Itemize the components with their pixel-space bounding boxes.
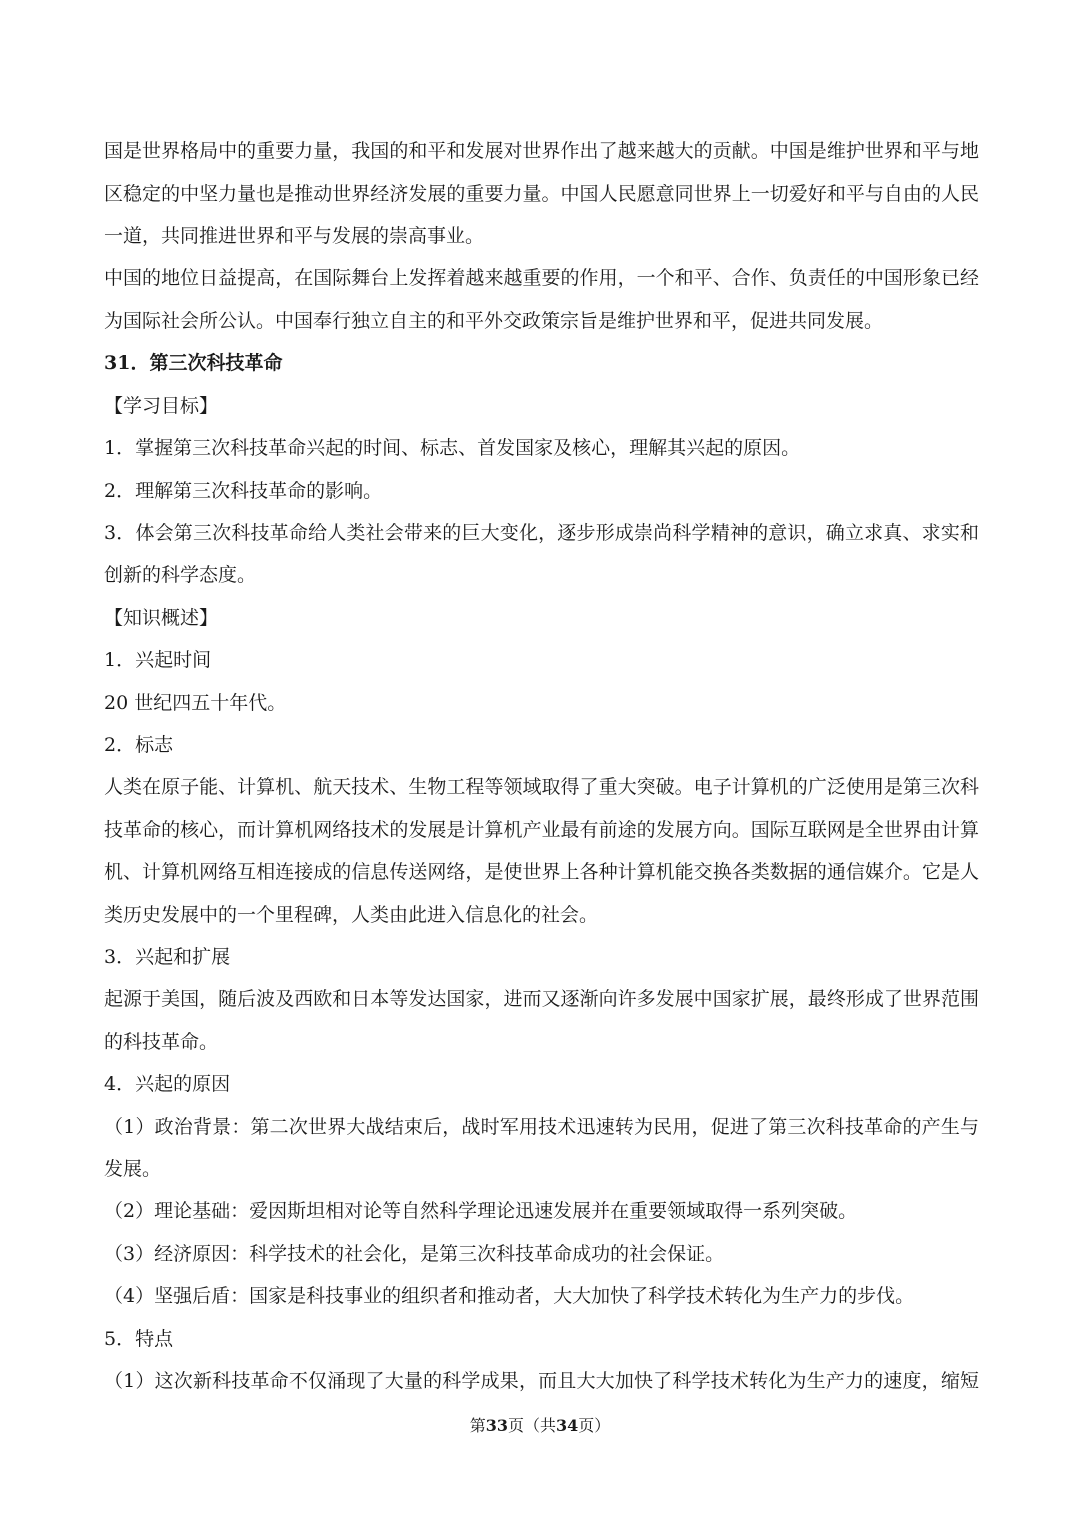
paragraph-line: （4）坚强后盾：国家是科技事业的组织者和推动者，大大加快了科学技术转化为生产力的步伐。	[104, 1285, 915, 1307]
item-heading: 2．标志	[104, 734, 174, 756]
paragraph-line: 中国的地位日益提高，在国际舞台上发挥着越来越重要的作用，一个和平、合作、负责任的中国形象已经	[104, 267, 979, 289]
paragraph-line: （1）政治背景：第二次世界大战结束后，战时军用技术迅速转为民用，促进了第三次科技革命的产生与	[104, 1116, 979, 1138]
list-item: 3．体会第三次科技革命给人类社会带来的巨大变化，逐步形成崇尚科学精神的意识，确立求真、求实和	[104, 522, 979, 544]
paragraph-line: 机、计算机网络互相连接成的信息传送网络，是使世界上各种计算机能交换各类数据的通信媒介。它是人	[104, 861, 979, 883]
paragraph-line: 为国际社会所公认。中国奉行独立自主的和平外交政策宗旨是维护世界和平，促进共同发展。	[104, 310, 884, 332]
paragraph-line: （1）这次新科技革命不仅涌现了大量的科学成果，而且大大加快了科学技术转化为生产力的速度，缩短	[104, 1370, 979, 1392]
paragraph-line: 发展。	[104, 1158, 162, 1180]
paragraph-line: 区稳定的中坚力量也是推动世界经济发展的重要力量。中国人民愿意同世界上一切爱好和平与自由的人民	[104, 183, 979, 205]
item-heading: 4．兴起的原因	[104, 1073, 231, 1095]
list-item: 1．掌握第三次科技革命兴起的时间、标志、首发国家及核心，理解其兴起的原因。	[104, 437, 801, 459]
footer-prefix: 第	[469, 1416, 486, 1435]
paragraph-line: 一道，共同推进世界和平与发展的崇高事业。	[104, 225, 485, 247]
paragraph-line: 起源于美国，随后波及西欧和日本等发达国家，进而又逐渐向许多发展中国家扩展，最终形成了世界范围	[104, 988, 979, 1010]
item-heading: 3．兴起和扩展	[104, 946, 231, 968]
paragraph-line: 20 世纪四五十年代。	[104, 692, 287, 714]
subsection-heading: 【知识概述】	[104, 607, 219, 629]
paragraph-line: 人类在原子能、计算机、航天技术、生物工程等领域取得了重大突破。电子计算机的广泛使用是第三次科	[104, 776, 979, 798]
paragraph-line: （3）经济原因：科学技术的社会化，是第三次科技革命成功的社会保证。	[104, 1243, 725, 1265]
paragraph-line: 的科技革命。	[104, 1031, 219, 1053]
paragraph-line: （2）理论基础：爱因斯坦相对论等自然科学理论迅速发展并在重要领域取得一系列突破。	[104, 1200, 858, 1222]
footer-suffix: 页）	[578, 1416, 611, 1435]
item-heading: 5．特点	[104, 1328, 174, 1350]
paragraph-line: 技革命的核心，而计算机网络技术的发展是计算机产业最有前途的发展方向。国际互联网是全世界由计算	[104, 819, 979, 841]
item-heading: 1．兴起时间	[104, 649, 212, 671]
current-page-number: 33	[485, 1416, 508, 1435]
subsection-heading: 【学习目标】	[104, 395, 219, 417]
list-item: 2．理解第三次科技革命的影响。	[104, 480, 383, 502]
footer-middle: 页（共	[507, 1416, 556, 1435]
page-footer	[0, 1416, 1080, 1436]
list-item-continued: 创新的科学态度。	[104, 564, 257, 586]
section-heading: 31．第三次科技革命	[104, 352, 283, 374]
paragraph-line: 类历史发展中的一个里程碑，人类由此进入信息化的社会。	[104, 904, 599, 926]
total-page-count: 34	[556, 1416, 579, 1435]
paragraph-line: 国是世界格局中的重要力量，我国的和平和发展对世界作出了越来越大的贡献。中国是维护世界和平与地	[104, 140, 979, 162]
